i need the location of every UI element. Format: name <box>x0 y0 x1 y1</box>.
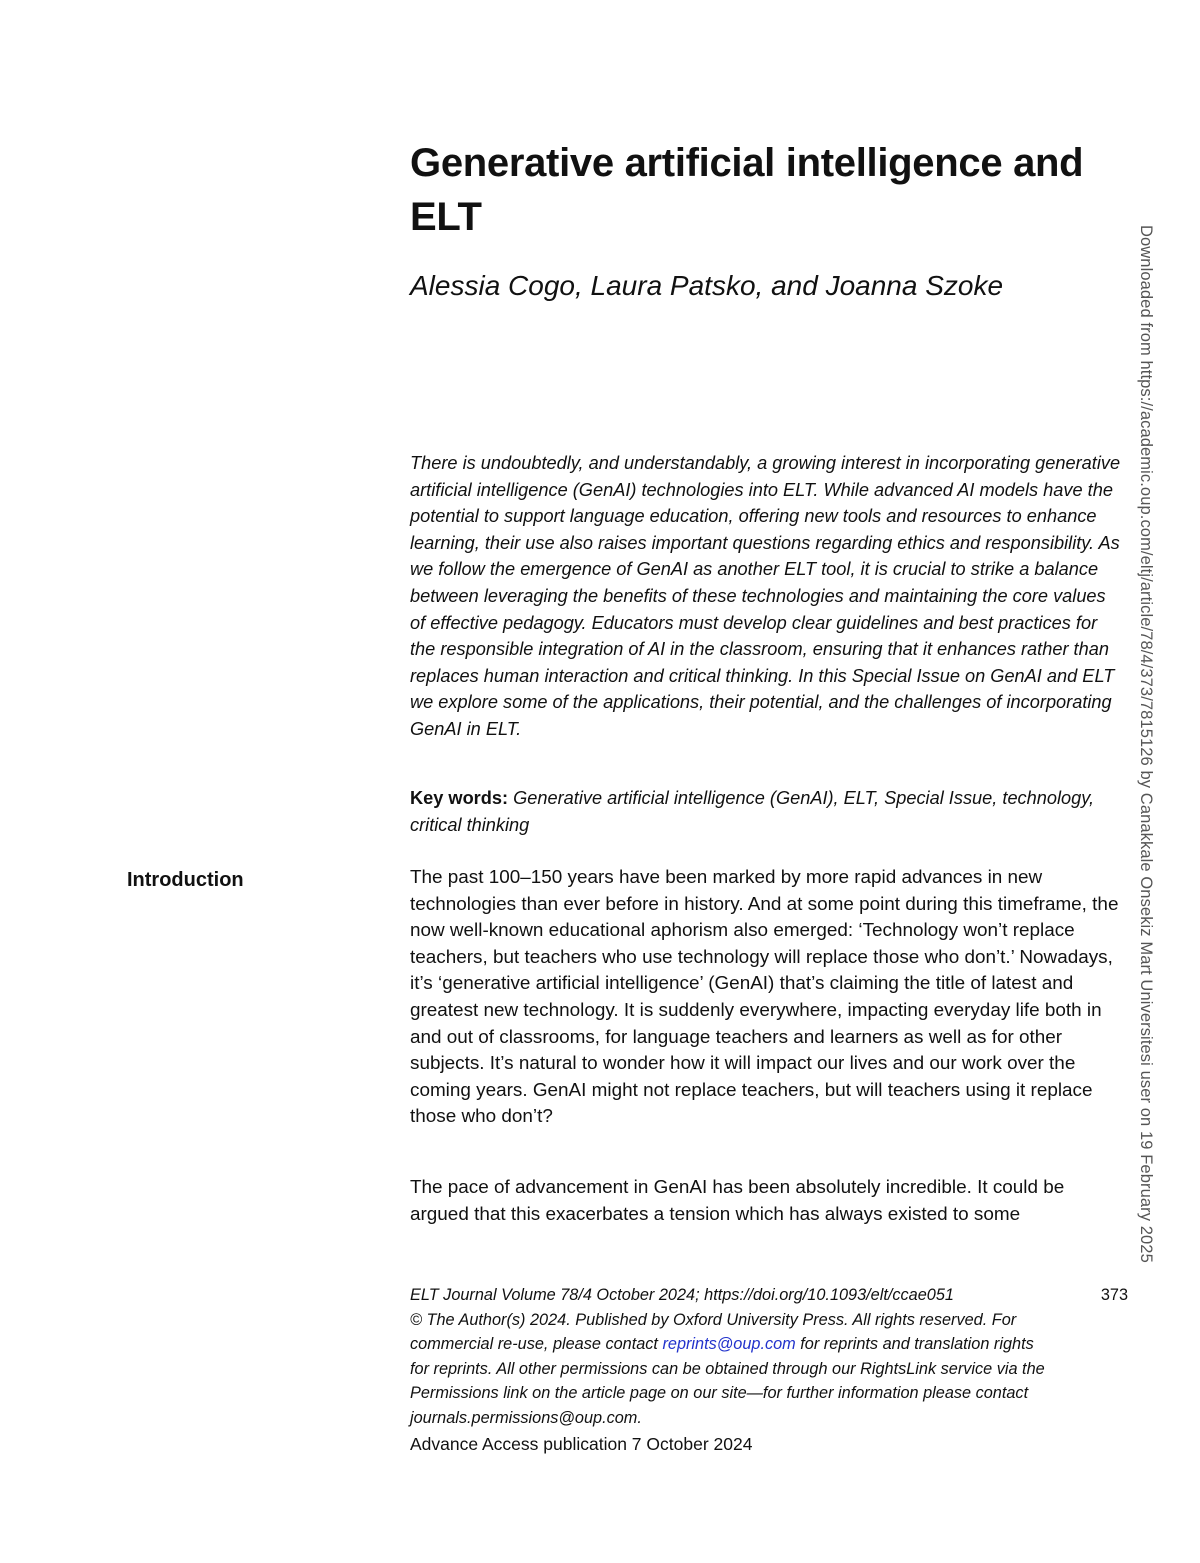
copyright-post-link: for reprints and translation rights <box>795 1335 1034 1353</box>
copyright-line: © The Author(s) 2024. Published by Oxford University Press. All rights reserved. For <box>410 1310 1017 1329</box>
permissions-email: journals.permissions@oup.com. <box>410 1408 642 1427</box>
abstract: There is undoubtedly, and understandably, a growing interest in incorporating generative artificial intelligence (GenAI) technologies into ELT. While advanced AI models have the potential to support language education, offering new tools and resources to enhance learning, their use also raises important questions regarding ethics and responsibility. As we follow the emergence of GenAI as another ELT tool, it is crucial to strike a balance between leveraging the benefits of these technologies and maintaining the core values of effective pedagogy. Educators must develop clear guidelines and best practices for the responsible integration of AI in the classroom, ensuring that it enhances rather than replaces human interaction and critical thinking. In this Special Issue on GenAI and ELT we explore some of the applications, their potential, and the challenges of incorporating GenAI in ELT. <box>410 453 1121 739</box>
body-paragraph: The pace of advancement in GenAI has been absolutely incredible. It could be argued that this exacerbates a tension which has always existed to some <box>410 1177 1065 1225</box>
page-number: 373 <box>1100 1286 1128 1304</box>
download-watermark: Downloaded from https://academic.oup.com/eltj/article/78/4/373/7815126 by Canakkale Onsekiz Mart Universitesi user on 19 February 2025 <box>1137 225 1155 1263</box>
keywords-list: Generative artificial intelligence (GenAI), ELT, Special Issue, technology, critical thinking <box>410 788 1095 835</box>
section-heading-introduction: Introduction <box>127 869 244 891</box>
advance-access-note: Advance Access publication 7 October 2024 <box>410 1434 753 1454</box>
copyright-pre-link: commercial re-use, please contact <box>410 1335 663 1353</box>
keywords-label: Key words: <box>410 788 509 808</box>
body-paragraph: The past 100–150 years have been marked by more rapid advances in new technologies than ever before in history. And at some point during this timeframe, the now well-known educational aphorism also emerged: ‘Technology won’t replace teachers, but teachers who use technology will replace those who don’t.’ Nowadays, it’s ‘generative artificial intelligence’ (GenAI) that’s claiming the title of latest and greatest new technology. It is suddenly everywhere, impacting everyday life both in and out of classrooms, for language teachers and learners as well as for other subjects. It’s natural to wonder how it will impact our lives and our work over the coming years. GenAI might not replace teachers, but will teachers using it replace those who don’t? <box>410 867 1119 1128</box>
citation-text: ELT Journal Volume 78/4 October 2024; https://doi.org/10.1093/elt/ccae051 <box>410 1286 954 1304</box>
citation-line <box>410 1283 1130 1308</box>
article-authors: Alessia Cogo, Laura Patsko, and Joanna Szoke <box>410 270 1004 301</box>
copyright-line-with-link <box>410 1332 1130 1357</box>
reprints-email-link[interactable]: reprints@oup.com <box>662 1335 796 1353</box>
keywords <box>410 785 1122 839</box>
page-footer <box>410 1283 1130 1457</box>
copyright-line: for reprints. All other permissions can be obtained through our RightsLink service via the <box>410 1359 1045 1378</box>
copyright-line: Permissions link on the article page on our site—for further information please contact <box>410 1384 1029 1402</box>
article-title: Generative artificial intelligence and ELT <box>410 141 1084 239</box>
